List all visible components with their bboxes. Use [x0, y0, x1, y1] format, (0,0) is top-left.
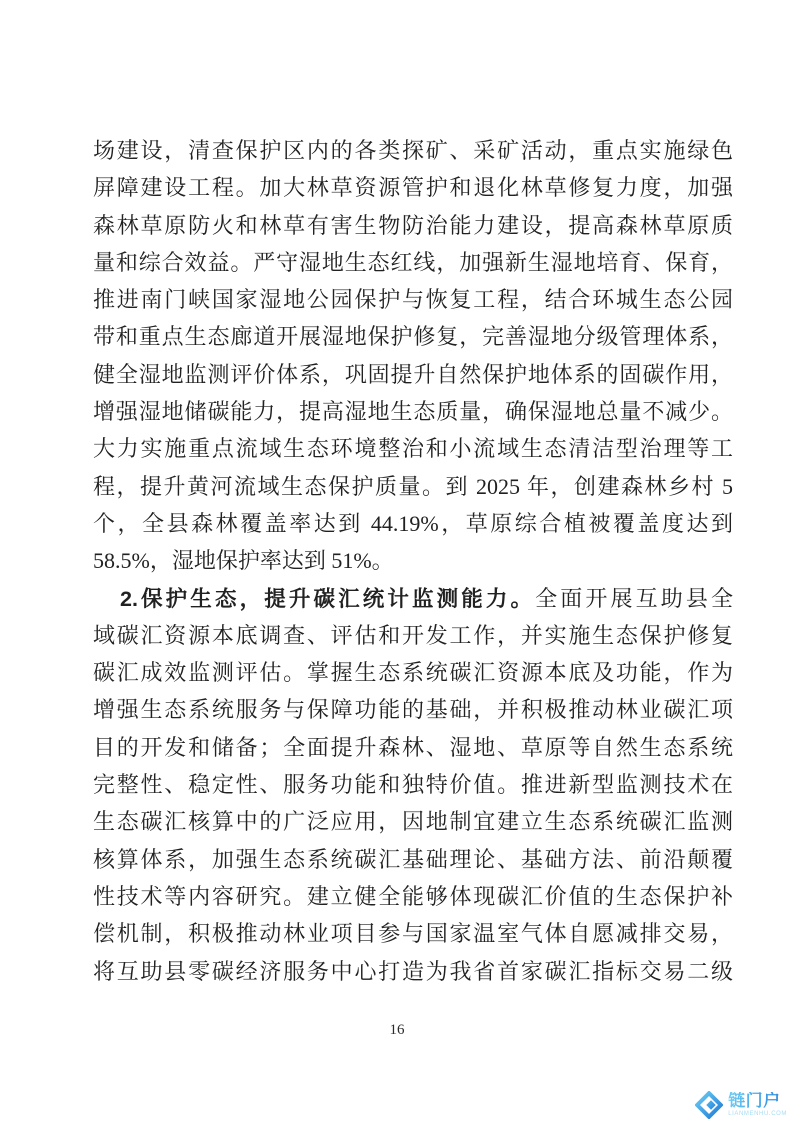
text-run: 生态碳汇核算中的广泛应用，因地制宜建立生态系统碳汇监测	[93, 809, 733, 835]
text-line	[93, 841, 733, 878]
text-line	[93, 430, 733, 467]
text-run: 将互助县零碳经济服务中心打造为我省首家碳汇指标交易二级	[93, 958, 733, 984]
text-run: 大力实施重点流域生态环境整治和小流域生态清洁型治理等工	[93, 436, 733, 462]
text-line	[93, 505, 733, 542]
text-line	[93, 691, 733, 728]
document-body	[93, 132, 733, 990]
page-number: 16	[389, 1022, 405, 1038]
text-line	[93, 915, 733, 952]
text-line	[93, 542, 733, 579]
text-line	[93, 803, 733, 840]
text-line	[93, 766, 733, 803]
watermark-brand-name: 链门户	[728, 1092, 787, 1110]
text-run: 健全湿地监测评价体系，巩固提升自然保护地体系的固碳作用，	[93, 361, 733, 387]
text-line	[93, 617, 733, 654]
text-run: 增强湿地储碳能力，提高湿地生态质量，确保湿地总量不减少。	[93, 399, 733, 425]
lianmenhu-logo-icon	[695, 1091, 723, 1119]
text-run: 个，全县森林覆盖率达到 44.19%，草原综合植被覆盖度达到	[93, 510, 733, 536]
text-run: 偿机制，积极推动林业项目参与国家温室气体自愿减排交易，	[93, 921, 733, 947]
text-run: 性技术等内容研究。建立健全能够体现碳汇价值的生态保护补	[93, 883, 733, 909]
text-line	[93, 169, 733, 206]
text-line	[93, 132, 733, 169]
text-run: 碳汇成效监测评估。掌握生态系统碳汇资源本底及功能，作为	[93, 660, 733, 686]
text-run: 核算体系，加强生态系统碳汇基础理论、基础方法、前沿颠覆	[93, 846, 733, 872]
text-run: 森林草原防火和林草有害生物防治能力建设，提高森林草原质	[93, 212, 733, 238]
text-run: 推进南门峡国家湿地公园保护与恢复工程，结合环城生态公园	[93, 287, 733, 313]
text-run: 域碳汇资源本底调查、评估和开发工作，并实施生态保护修复	[93, 622, 733, 648]
text-line	[93, 356, 733, 393]
text-line	[93, 468, 733, 505]
text-run: 完整性、稳定性、服务功能和独特价值。推进新型监测技术在	[93, 772, 733, 798]
inline-heading-run: 2.保护生态，提升碳汇统计监测能力。	[120, 586, 536, 611]
text-run: 程，提升黄河流域生态保护质量。到 2025 年，创建森林乡村 5	[93, 473, 733, 499]
text-line	[93, 318, 733, 355]
text-run: 目的开发和储备；全面提升森林、湿地、草原等自然生态系统	[93, 734, 733, 760]
text-run: 场建设，清查保护区内的各类探矿、采矿活动，重点实施绿色	[93, 138, 733, 163]
watermark-domain: LIANMENHU.COM	[728, 1111, 787, 1117]
text-line	[93, 393, 733, 430]
text-run: 量和综合效益。严守湿地生态红线，加强新生湿地培育、保育，	[93, 249, 733, 275]
watermark-text	[728, 1092, 787, 1118]
text-line	[93, 878, 733, 915]
text-line	[93, 953, 733, 990]
text-line	[93, 207, 733, 244]
text-line	[93, 729, 733, 766]
text-line	[93, 580, 733, 617]
text-line	[93, 244, 733, 281]
text-run: 58.5%，湿地保护率达到 51%。	[93, 548, 394, 574]
site-watermark	[695, 1091, 787, 1119]
text-line	[93, 654, 733, 691]
text-line	[93, 281, 733, 318]
text-run: 屏障建设工程。加大林草资源管护和退化林草修复力度，加强	[93, 175, 733, 201]
text-run: 带和重点生态廊道开展湿地保护修复，完善湿地分级管理体系，	[93, 324, 733, 350]
text-run: 全面开展互助县全	[535, 585, 733, 611]
text-run: 增强生态系统服务与保障功能的基础，并积极推动林业碳汇项	[93, 697, 733, 723]
